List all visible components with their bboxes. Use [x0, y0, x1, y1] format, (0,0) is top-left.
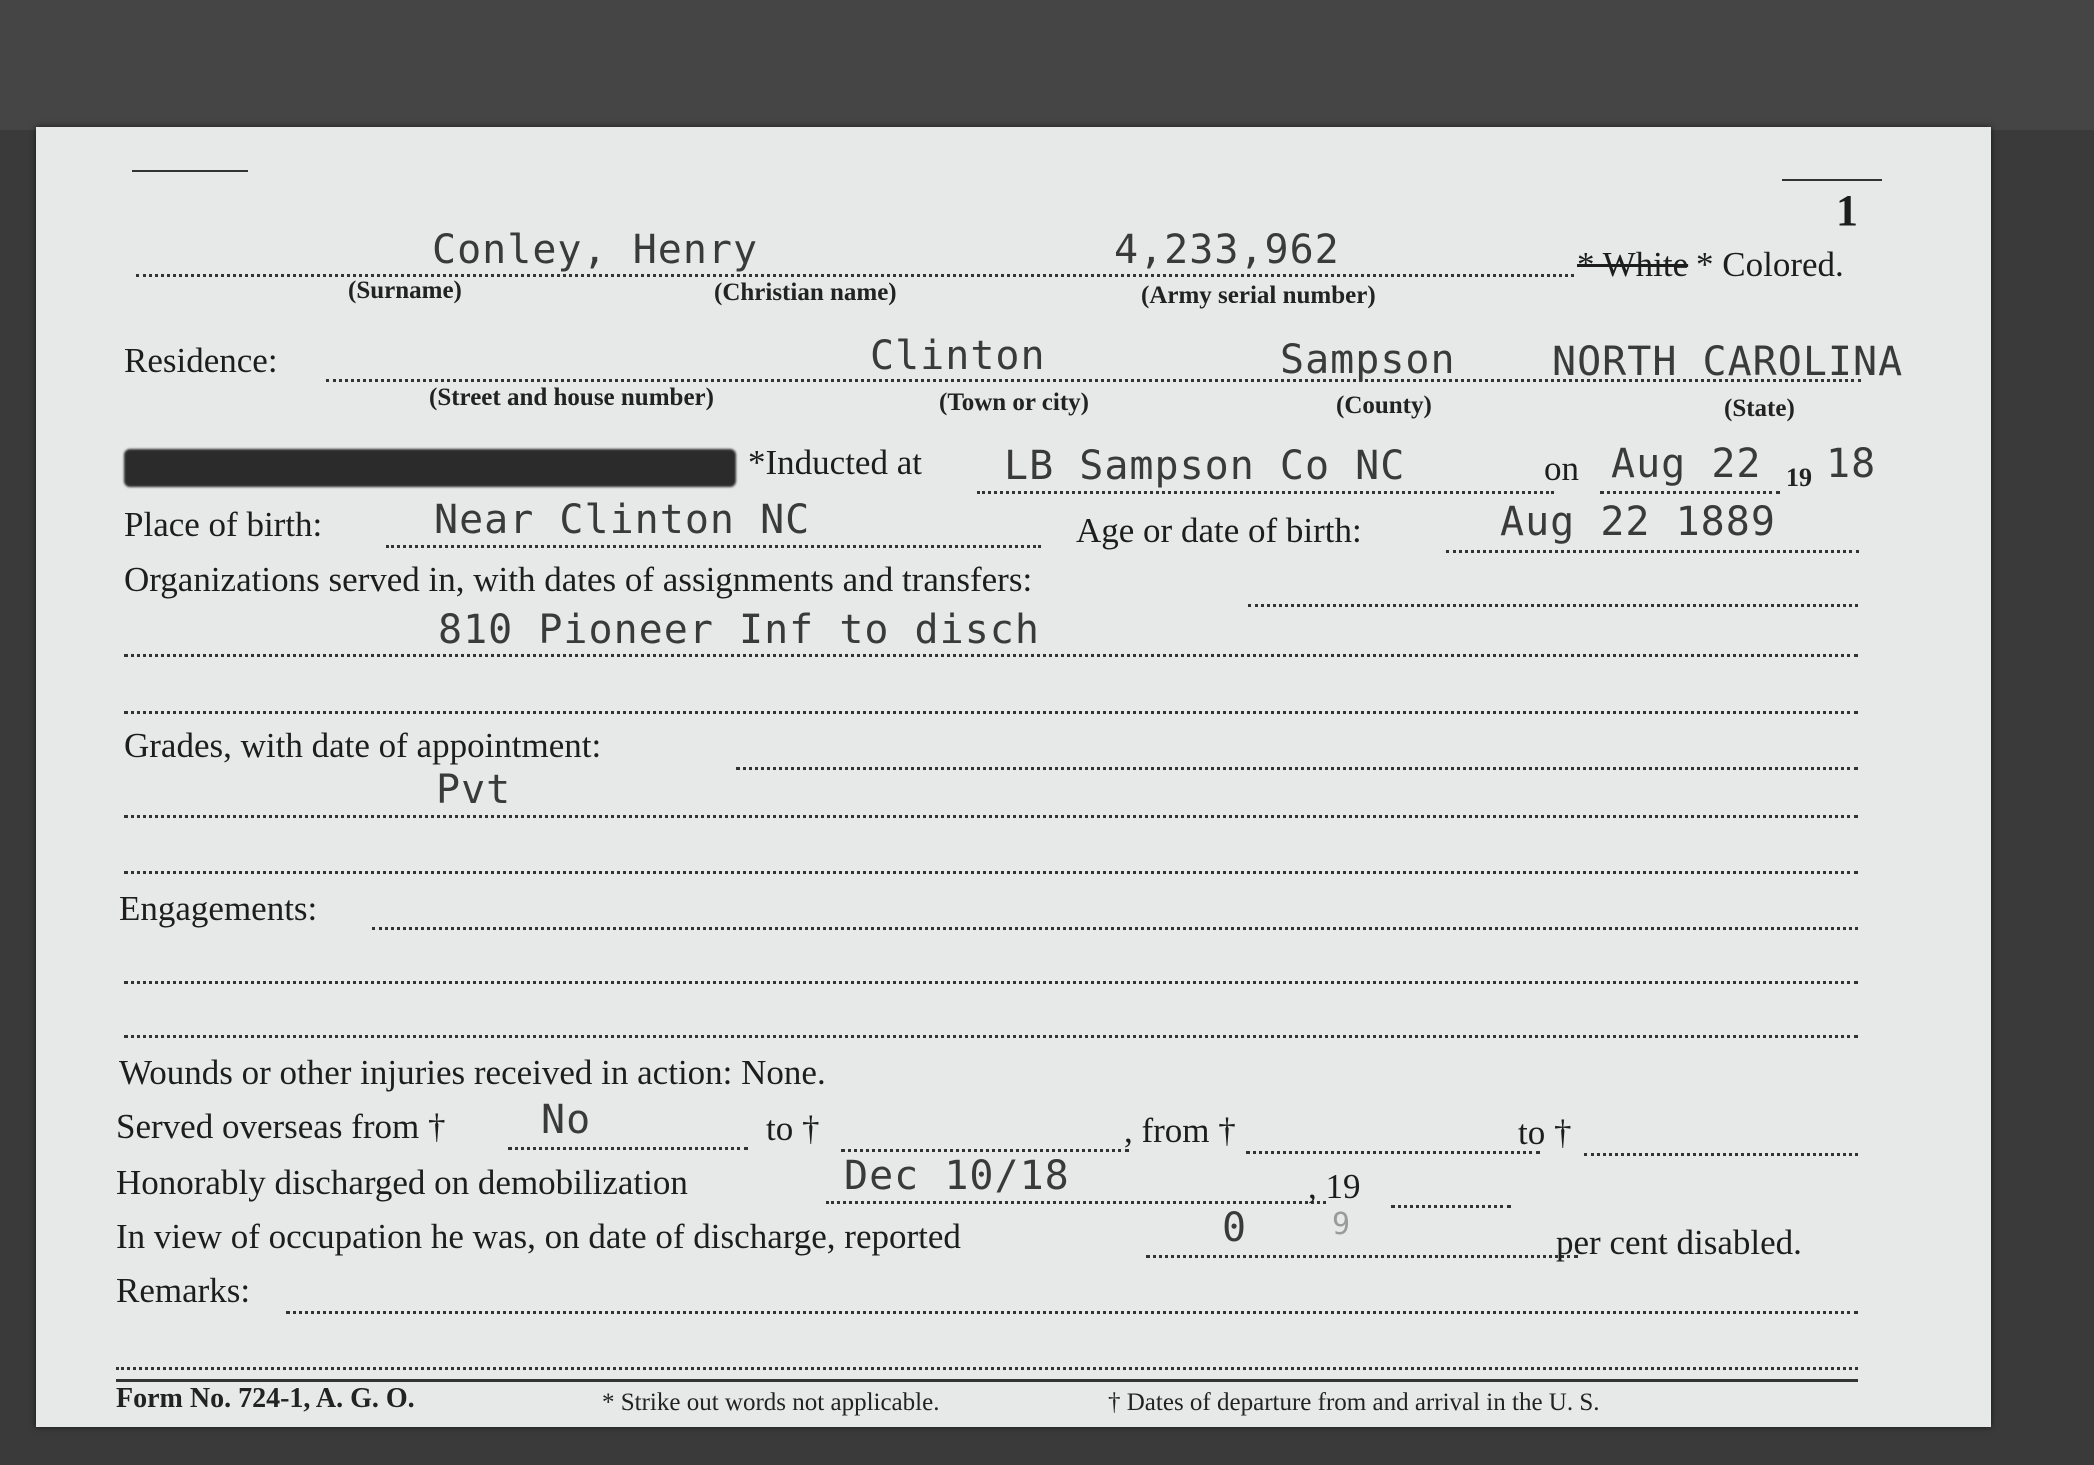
organizations-line-1 — [1248, 604, 1858, 607]
disability-line — [1146, 1255, 1578, 1258]
grades-label: Grades, with date of appointment: — [124, 726, 602, 765]
redacted-enlisted-text — [124, 449, 736, 487]
top-right-mark — [1782, 179, 1882, 181]
form-number: Form No. 724-1, A. G. O. — [116, 1383, 415, 1414]
birthplace: Near Clinton NC — [434, 497, 811, 543]
overseas-from-line-2 — [1246, 1151, 1540, 1154]
disability-label: In view of occupation he was, on date of discharge, reported — [116, 1217, 961, 1256]
caption-surname: (Surname) — [348, 277, 462, 304]
service-card — [36, 127, 1991, 1427]
grades-line-2 — [124, 815, 1858, 818]
footer-rule — [116, 1379, 1858, 1382]
birthplace-label: Place of birth: — [124, 505, 323, 544]
disability-suffix: per cent disabled. — [1556, 1223, 1802, 1262]
discharged-label: Honorably discharged on demobilization — [116, 1163, 688, 1202]
grades-line-1 — [736, 767, 1858, 770]
overseas-to-line — [841, 1149, 1129, 1152]
wounds-label: Wounds or other injuries received in action: None. — [119, 1053, 826, 1092]
engagements-label: Engagements: — [119, 889, 318, 928]
inducted-date: Aug 22 — [1611, 441, 1762, 487]
card-number: 1 — [1836, 186, 1858, 235]
birthdate-label: Age or date of birth: — [1076, 511, 1362, 550]
overseas-to-line-2 — [1584, 1153, 1858, 1156]
discharge-date-line — [826, 1201, 1326, 1204]
overseas-label: Served overseas from † — [116, 1107, 446, 1146]
inducted-place: LB Sampson Co NC — [1004, 443, 1406, 489]
overseas-from-line — [508, 1147, 748, 1150]
inducted-place-line — [977, 491, 1554, 494]
caption-serial-number: (Army serial number) — [1141, 282, 1376, 309]
birthdate-line — [1446, 550, 1859, 553]
overseas-from-value: No — [541, 1097, 592, 1143]
organizations-label: Organizations served in, with dates of assignments and transfers: — [124, 560, 1033, 599]
organizations-line-3 — [124, 711, 1858, 714]
residence-county: Sampson — [1280, 337, 1456, 383]
footnote-strike: * Strike out words not applicable. — [602, 1389, 940, 1416]
discharge-year-line — [1391, 1205, 1511, 1208]
residence-town: Clinton — [870, 333, 1046, 379]
inducted-on-label: on — [1544, 449, 1579, 488]
disability-faint-mark: 9 — [1332, 1207, 1352, 1242]
inducted-year: 18 — [1826, 441, 1877, 487]
surname: Conley, Henry — [432, 227, 759, 273]
footnote-dates: † Dates of departure from and arrival in the U. S. — [1108, 1389, 1600, 1416]
overseas-from-label-2: , from † — [1124, 1111, 1236, 1150]
engagements-line-3 — [124, 1035, 1858, 1038]
birthplace-line — [386, 545, 1041, 548]
organizations-line-2 — [124, 654, 1858, 657]
caption-state: (State) — [1724, 395, 1795, 422]
top-left-mark — [132, 170, 248, 172]
engagements-line-1 — [372, 927, 1858, 930]
inducted-label: *Inducted at — [748, 443, 922, 482]
residence-label: Residence: — [124, 341, 278, 380]
organizations-value: 810 Pioneer Inf to disch — [438, 607, 1040, 653]
grade-value: Pvt — [436, 767, 512, 813]
serial-number: 4,233,962 — [1114, 227, 1340, 273]
background-top — [0, 0, 2094, 130]
grades-line-3 — [124, 871, 1858, 874]
discharge-year-suffix: , 19 — [1308, 1167, 1361, 1206]
remarks-line-1 — [286, 1311, 1858, 1314]
caption-christian-name: (Christian name) — [714, 279, 897, 306]
birthdate: Aug 22 1889 — [1500, 499, 1776, 545]
overseas-to-label-2: to † — [1518, 1113, 1572, 1152]
remarks-line-2 — [116, 1367, 1858, 1370]
race-white: * White — [1577, 245, 1689, 284]
inducted-date-line — [1600, 491, 1780, 494]
residence-state: NORTH CAROLINA — [1552, 339, 1904, 385]
inducted-year-prefix: 19 — [1786, 463, 1812, 492]
caption-county: (County) — [1336, 392, 1432, 419]
caption-town: (Town or city) — [939, 389, 1089, 416]
disability-value: 0 — [1222, 1205, 1248, 1251]
engagements-line-2 — [124, 981, 1858, 984]
caption-street: (Street and house number) — [429, 384, 714, 411]
discharge-date: Dec 10/18 — [844, 1153, 1070, 1199]
overseas-to-label: to † — [766, 1109, 820, 1148]
remarks-label: Remarks: — [116, 1271, 251, 1310]
race-colored: * Colored. — [1696, 245, 1844, 284]
